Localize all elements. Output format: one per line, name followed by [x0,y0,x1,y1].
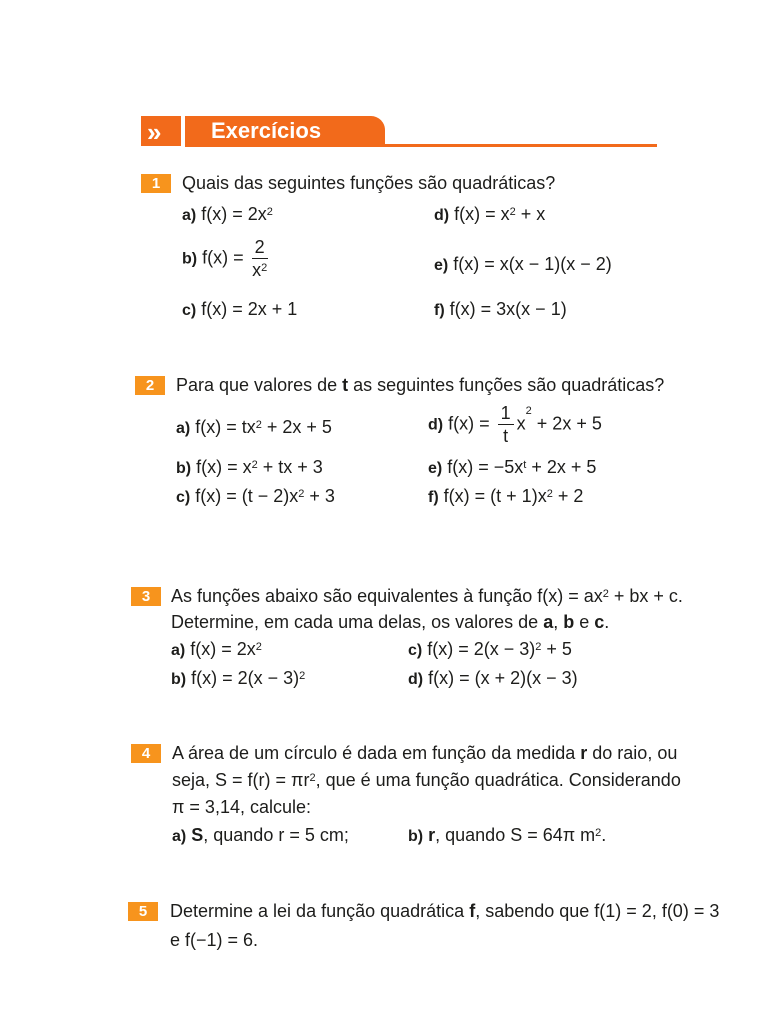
exercise-statement-line2: e f(−1) = 6. [170,930,259,950]
chevron-icon: » [141,116,181,146]
exercise-number: 4 [131,744,161,763]
item-2e: e) $f(x) = -5x^t + 2x + 5$ [428,457,597,477]
item-2c: c) $f(x) = (t - 2)x^2 + 3$ [176,486,335,506]
item-2d: d) f(x) = $\frac{1}{t}$ $x^2 + 2x + 5$ [428,403,602,446]
item-1d: d) $f(x) = x^2 + x$ [434,204,546,224]
item-2b: b) $f(x) = x^2$ + tx + 3 [176,457,323,477]
fraction: $\frac{1}{t}$ [498,402,514,447]
exercise-number: 3 [131,587,161,606]
item-3b: b) $f(x) = 2(x - 3)^2$ [171,668,306,688]
exercise-statement-line1: A área de um círculo é dada em função da medida r do raio, ou [172,743,678,763]
fraction: $\frac{2}{x^2}$ [252,237,268,280]
item-2f: f) $f(x) = (t + 1)x^2 + 2$ [428,486,584,506]
item-3d: d) f(x) = (x + 2)(x − 3) [408,668,578,688]
header-rule [185,144,657,147]
item-1b: b) f(x) = $\frac{2}{x^2}$ [182,237,268,280]
section-header [141,116,657,150]
exercise-statement: Para que valores de t as seguintes funções são quadráticas? [176,375,665,395]
item-3a: a) $f(x) = 2x^2$ [171,639,262,659]
section-title: Exercícios [211,118,322,143]
exercise-statement: Quais das seguintes funções são quadráticas? [182,173,556,193]
item-2a: a) $f(x) = tx^2 + 2x + 5$ [176,417,332,437]
exercise-statement-line1: As funções abaixo são equivalentes à função $f(x) = ax^2$ + bx + c. [171,586,683,606]
item-1e: e) f(x) = x(x − 1)(x − 2) [434,254,612,274]
exercise-statement-line3: π = 3,14, calcule: [172,797,311,817]
item-1f: f) f(x) = 3x(x − 1) [434,299,567,319]
section-title-tab [185,116,385,146]
exercise-statement-line2: Determine, em cada uma delas, os valores de a, b e c. [171,612,610,632]
exercise-number: 2 [135,376,165,395]
exercise-number: 5 [128,902,158,921]
item-3c: c) $f(x) = 2(x - 3)^2 + 5$ [408,639,572,659]
item-1c: c) f(x) = 2x + 1 [182,299,298,319]
exercise-statement-line1: Determine a lei da função quadrática f, sabendo que f(1) = 2, f(0) = 3 [170,901,720,921]
item-4b: b) r, quando S = 64π $m^2$. [408,825,607,845]
exercise-number: 1 [141,174,171,193]
item-4a: a) S, quando r = 5 cm; [172,825,349,845]
exercise-statement-line2: seja, $S = f(r) = \pi r^2$, que é uma função quadrática. Considerando [172,770,681,790]
item-1a: a) $f(x) = 2x^2$ [182,204,273,224]
